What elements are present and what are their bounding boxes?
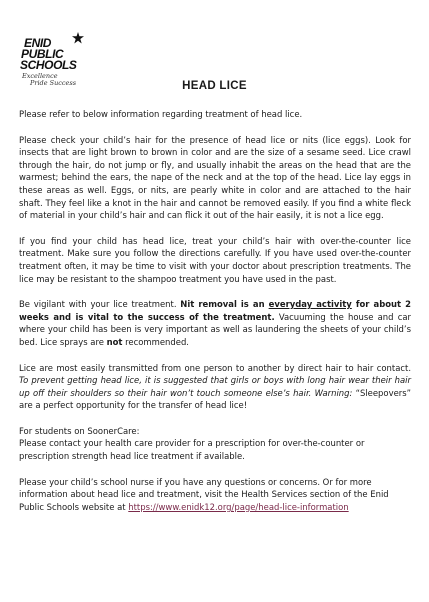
prevention-advice: To prevent getting head lice, it is suggested that girls or boys with long hair wear their hair up off their shoulders so their hair won’t touch someone else’s hair. Warning: bbox=[19, 375, 411, 398]
document-body bbox=[19, 108, 411, 513]
soonercare-paragraph: Please contact your health care provider for a prescription for over-the-counter or prescription strength head lice treatment if available. bbox=[19, 438, 365, 462]
transmission-text: Lice are most easily transmitted from one person to another by direct hair to hair contact. bbox=[19, 362, 411, 373]
soonercare-heading: For students on SoonerCare: bbox=[19, 425, 140, 436]
vacuuming-text: Vacuuming the house and car where your child has been is very important as well as laundering the sheets of your child’s bed. Lice sprays are bbox=[19, 311, 411, 347]
closing-text: Please your child’s school nurse if you have any questions or concerns. Or for more information about head lice and treatment, visit the Health Services section of the Enid Public Schools website at bbox=[19, 476, 389, 512]
logo-word: ENID bbox=[24, 36, 52, 50]
sleepover-warning: “Sleepovers” are a perfect opportunity for the transfer of head lice! bbox=[19, 387, 411, 411]
intro-paragraph: Please refer to below information regarding treatment of head lice. bbox=[19, 109, 303, 119]
everyday-activity-emphasis: everyday activity bbox=[268, 299, 352, 310]
recommended-text: recommended. bbox=[122, 336, 189, 347]
logo-word: PUBLIC bbox=[21, 47, 64, 61]
vigilance-text: Be vigilant with your lice treatment. bbox=[19, 299, 181, 310]
logo-tagline: Pride Success bbox=[30, 79, 77, 87]
logo-word: SCHOOLS bbox=[20, 58, 77, 72]
star-icon bbox=[72, 32, 84, 44]
closing-paragraph bbox=[19, 476, 411, 514]
treatment-paragraph: If you find your child has head lice, treat your child’s hair with over-the-counter lice treatment. Make sure you follow the directions carefully. If you have used over-the-counter treatment often, it may be time to visit with your doctor about prescription treatments. The lice may be resistant to the shampoo treatment you have used in the past. bbox=[19, 235, 411, 284]
health-services-link[interactable]: https://www.enidk12.org/page/head-lice-information bbox=[128, 501, 349, 512]
check-hair-paragraph: Please check your child’s hair for the presence of head lice or nits (lice eggs). Look for insects that are light brown to brown in color and are the size of a sesame seed. Lice crawl through the hair, do not jump or fly, and usually inhabit the areas on the head that are the warmest; behind the ears, the nape of the neck and at the top of the head. Lice lay eggs in these areas as well. Eggs, or nits, are pearly white in color and are attached to the hair shaft. They feel like a knot in the hair and cannot be removed easily. If you find a white fleck of material in your child’s hair and can flick it out of the hair easily, it is not a lice egg. bbox=[19, 134, 411, 221]
transmission-paragraph bbox=[19, 362, 411, 412]
not-emphasis: not bbox=[106, 336, 123, 347]
vigilance-paragraph bbox=[19, 298, 411, 348]
success-emphasis: for about 2 weeks and is vital to the success of the treatment. bbox=[19, 299, 411, 322]
logo-tagline: Excellence bbox=[22, 72, 58, 80]
page-title: HEAD LICE bbox=[182, 80, 247, 92]
nit-removal-emphasis: Nit removal is an bbox=[180, 299, 269, 310]
